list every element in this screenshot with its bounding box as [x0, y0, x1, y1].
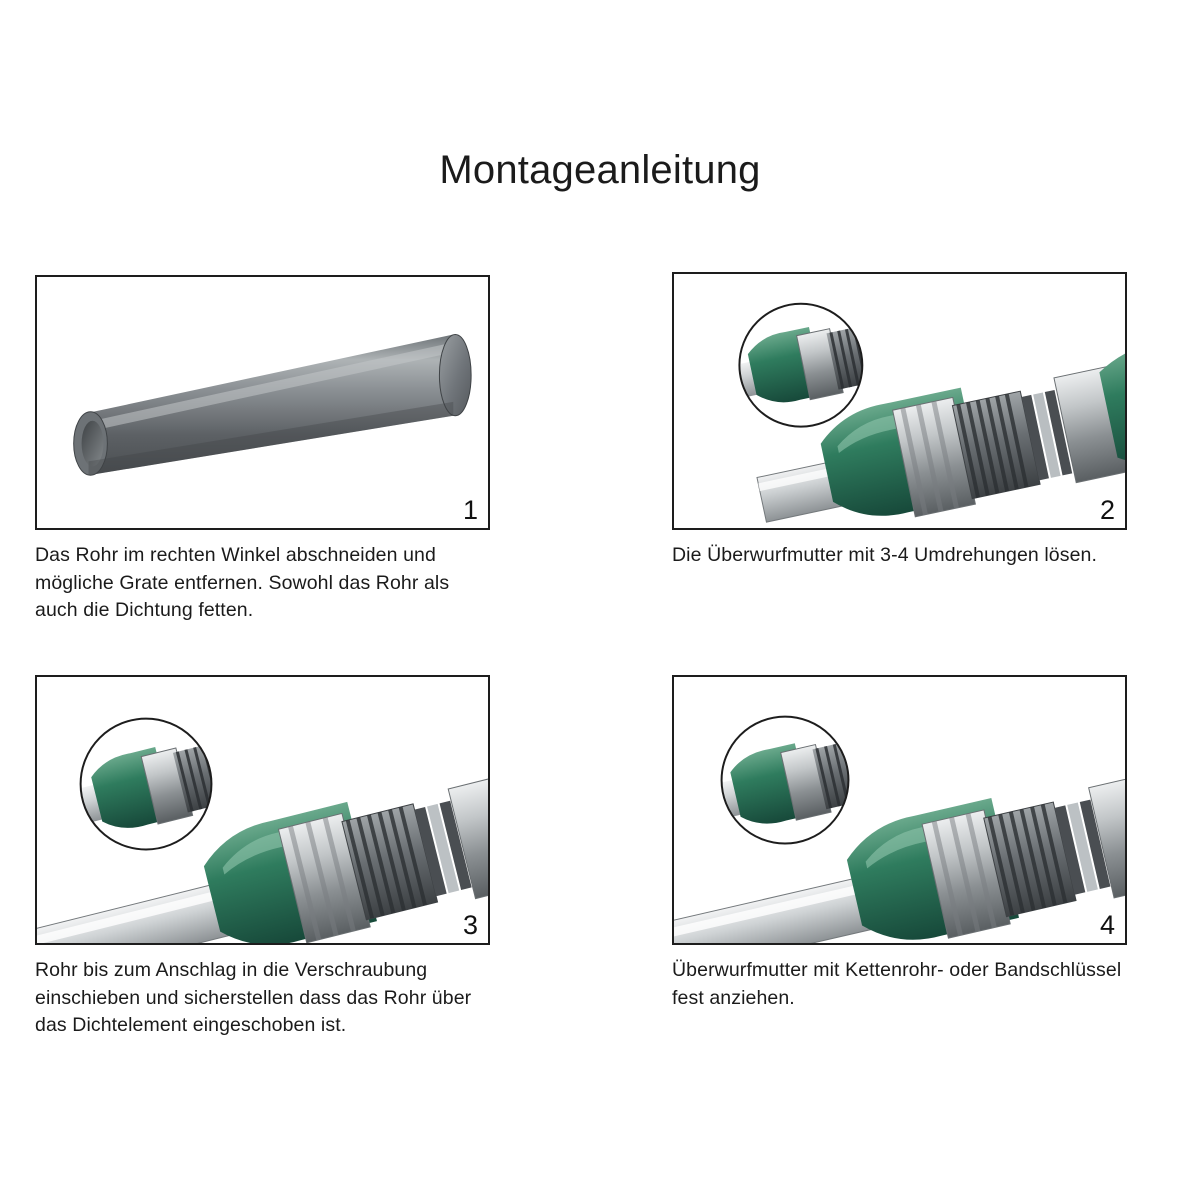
- step-2-caption: Die Überwurfmutter mit 3-4 Umdrehungen lösen.: [672, 544, 1098, 566]
- fitting-illustration-step-2: [674, 274, 1125, 530]
- step-1-number: 1: [462, 495, 478, 525]
- grey-pipe-illustration: [37, 277, 488, 530]
- detail-callout-circle: [727, 304, 880, 427]
- step-1-caption: Das Rohr im rechten Winkel abschneiden und mögliche Grate entfernen. Sowohl das Rohr als auch die Dichtung fetten.: [35, 544, 450, 622]
- fitting-illustration-step-3: [37, 677, 488, 945]
- step-3-number: 3: [462, 910, 478, 940]
- detail-callout-circle: [708, 717, 872, 844]
- step-4-number: 4: [1099, 910, 1115, 940]
- step-4-figure: [672, 675, 1127, 945]
- step-1: [35, 275, 490, 625]
- step-4-caption: Überwurfmutter mit Kettenrohr- oder Bandschlüssel fest anziehen.: [672, 959, 1122, 1009]
- page-title: Montageanleitung: [439, 148, 761, 192]
- step-2-number: 2: [1099, 495, 1115, 525]
- fitting-illustration-step-4: [674, 677, 1125, 945]
- step-2: [672, 272, 1127, 570]
- step-2-figure: [672, 272, 1127, 530]
- step-3: [35, 675, 490, 1040]
- step-1-figure: [35, 275, 490, 530]
- detail-callout-circle: [67, 719, 233, 850]
- step-3-figure: [35, 675, 490, 945]
- step-4: [672, 675, 1127, 1012]
- step-3-caption: Rohr bis zum Anschlag in die Verschraubung einschieben und sicherstellen dass das Rohr über das Dichtelement eingeschoben ist.: [35, 959, 472, 1037]
